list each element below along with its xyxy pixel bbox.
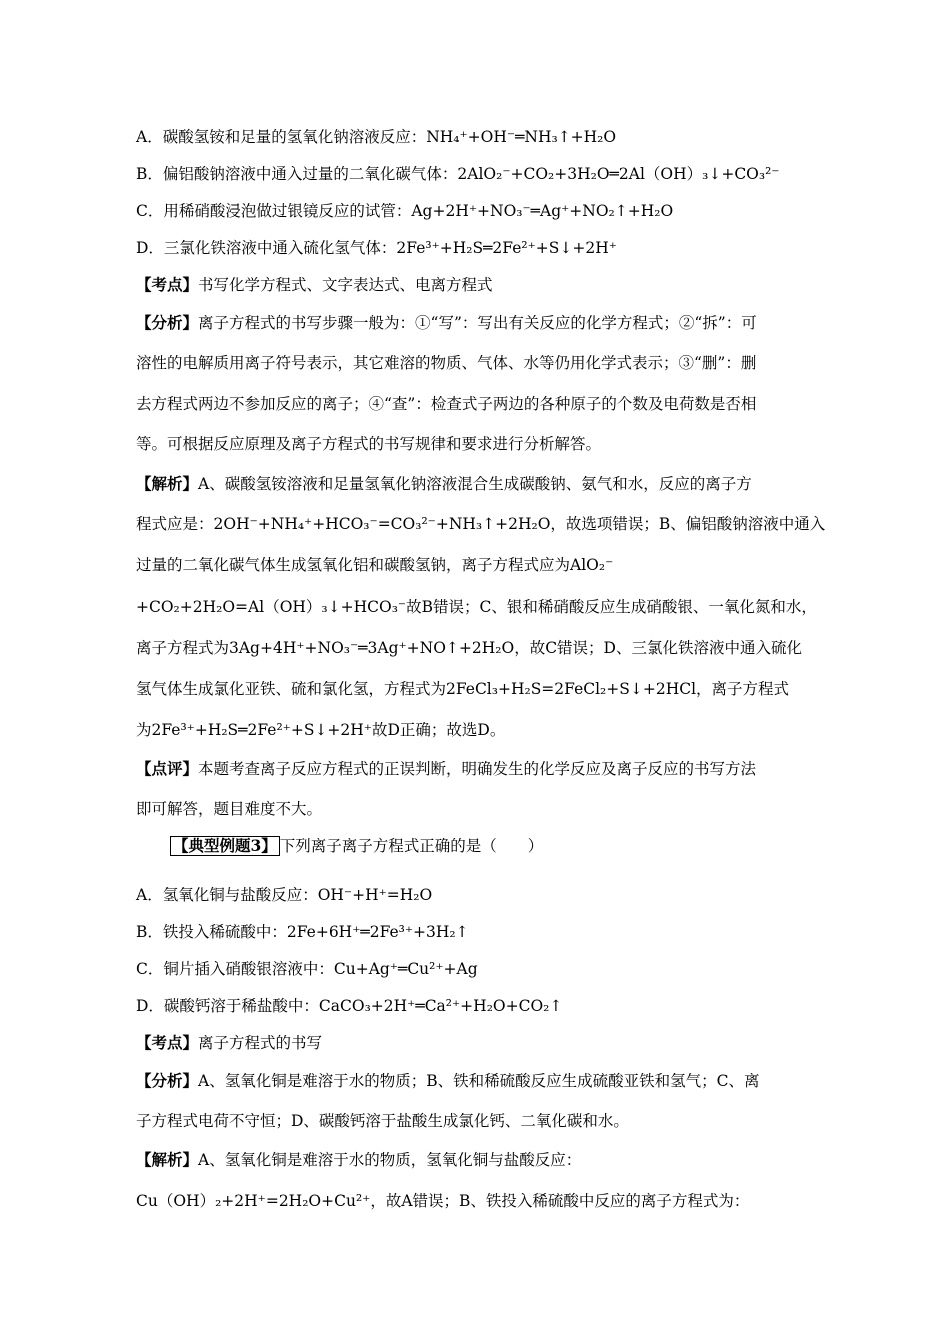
jiexi-1-line5: 离子方程式为3Ag+4H⁺+NO₃⁻═3Ag⁺+NO↑+2H₂O，故C错误；D、三氯化铁溶液中通入硫化 (136, 639, 802, 657)
example-3-label: 【典型例题3】 (170, 836, 280, 856)
ex3-option-d: D．碳酸钙溶于稀盐酸中：CaCO₃+2H⁺═Ca²⁺+H₂O+CO₂↑ (136, 997, 563, 1015)
ex3-option-a: A．氢氧化铜与盐酸反应：OH⁻+H⁺=H₂O (136, 886, 433, 904)
fenxi-1-line4: 等。可根据反应原理及离子方程式的书写规律和要求进行分析解答。 (136, 435, 602, 453)
option-c: C．用稀硝酸浸泡做过银镜反应的试管：Ag+2H⁺+NO₃⁻═Ag⁺+NO₂↑+H₂O (136, 202, 674, 220)
fenxi-1-line2: 溶性的电解质用离子符号表示，其它难溶的物质、气体、水等仍用化学式表示；③“删”：删 (136, 354, 757, 372)
example-3-heading: 【典型例题3】 下列离子离子方程式正确的是（ ） (170, 835, 850, 857)
jiexi-1-line6: 氢气体生成氯化亚铁、硫和氯化氢，方程式为2FeCl₃+H₂S=2FeCl₂+S↓+2HCl，离子方程式 (136, 680, 790, 698)
jiexi-1-line3: 过量的二氧化碳气体生成氢氧化铝和碳酸氢钠，离子方程式应为AlO₂⁻ (136, 556, 614, 574)
ex3-option-b: B．铁投入稀硫酸中：2Fe+6H⁺═2Fe³⁺+3H₂↑ (136, 923, 469, 941)
option-d: D．三氯化铁溶液中通入硫化氢气体：2Fe³⁺+H₂S═2Fe²⁺+S↓+2H⁺ (136, 239, 617, 257)
jiexi-1-line2: 程式应是：2OH⁻+NH₄⁺+HCO₃⁻=CO₃²⁻+NH₃↑+2H₂O，故选项错误；B、偏铝酸钠溶液中通入 (136, 515, 826, 533)
jiexi-2: 【解析】A、氢氧化铜是难溶于水的物质，氢氧化铜与盐酸反应： (136, 1150, 582, 1169)
fenxi-2: 【分析】A、氢氧化铜是难溶于水的物质；B、铁和稀硫酸反应生成硫酸亚铁和氢气；C、离 (136, 1071, 760, 1090)
kaodian-1: 【考点】书写化学方程式、文字表达式、电离方程式 (136, 275, 493, 294)
fenxi-1: 【分析】离子方程式的书写步骤一般为：①“写”：写出有关反应的化学方程式；②“拆”：可 (136, 313, 757, 332)
jiexi-1-line4: +CO₂+2H₂O=Al（OH）₃↓+HCO₃⁻故B错误；C、银和稀硝酸反应生成硝酸银、一氧化氮和水， (136, 598, 817, 616)
jiexi-1: 【解析】A、碳酸氢铵溶液和足量氢氧化钠溶液混合生成碳酸钠、氨气和水，反应的离子方 (136, 474, 752, 493)
kaodian-2: 【考点】离子方程式的书写 (136, 1033, 323, 1052)
jiexi-1-line7: 为2Fe³⁺+H₂S═2Fe²⁺+S↓+2H⁺故D正确；故选D。 (136, 721, 506, 739)
ex3-option-c: C．铜片插入硝酸银溶液中：Cu+Ag⁺═Cu²⁺+Ag (136, 960, 478, 978)
dianping-1: 【点评】本题考查离子反应方程式的正误判断，明确发生的化学反应及离子反应的书写方法 (136, 759, 757, 778)
option-b: B．偏铝酸钠溶液中通入过量的二氧化碳气体：2AlO₂⁻+CO₂+3H₂O═2Al（OH）₃↓+CO₃²⁻ (136, 165, 780, 183)
fenxi-2-line2: 子方程式电荷不守恒；D、碳酸钙溶于盐酸生成氯化钙、二氧化碳和水。 (136, 1112, 629, 1130)
dianping-1-line2: 即可解答，题目难度不大。 (136, 800, 323, 818)
jiexi-2-line2: Cu（OH）₂+2H⁺=2H₂O+Cu²⁺，故A错误；B、铁投入稀硫酸中反应的离子方程式为： (136, 1192, 750, 1210)
fenxi-1-line3: 去方程式两边不参加反应的离子；④“查”：检查式子两边的各种原子的个数及电荷数是否相 (136, 395, 757, 413)
option-a: A．碳酸氢铵和足量的氢氧化钠溶液反应：NH₄⁺+OH⁻═NH₃↑+H₂O (136, 128, 617, 146)
